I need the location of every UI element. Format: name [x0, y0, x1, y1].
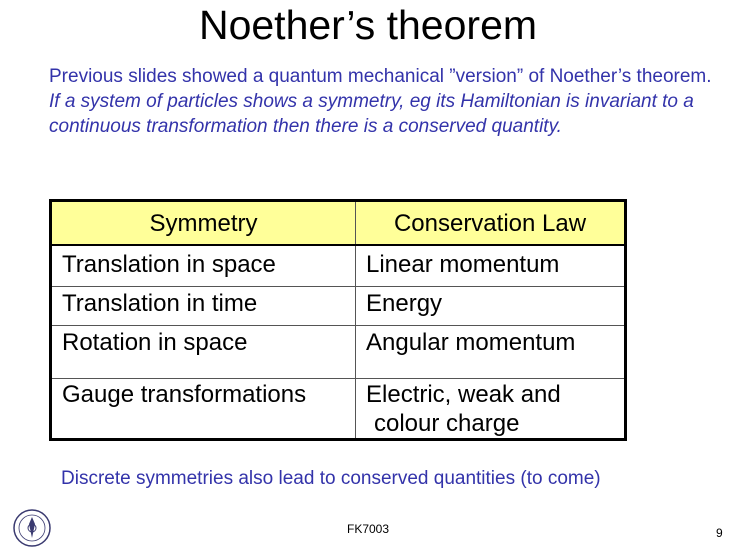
law-cell	[356, 379, 626, 440]
intro-line-2: If a system of particles shows a symmetry, eg its Hamiltonian is invariant to a continuous transformation then there is a conserved quantity.	[49, 91, 694, 137]
law-line-2: colour charge	[374, 410, 520, 437]
law-cell: Energy	[356, 287, 626, 326]
law-cell: Linear momentum	[356, 245, 626, 287]
law-cell: Angular momentum	[356, 326, 626, 379]
intro-line-1: Previous slides showed a quantum mechanical ”version” of Noether’s theorem.	[49, 66, 712, 87]
symmetry-table	[49, 199, 627, 441]
symmetry-cell: Rotation in space	[51, 326, 356, 379]
header-symmetry: Symmetry	[51, 201, 356, 246]
table-row	[51, 245, 626, 287]
symmetry-cell: Translation in space	[51, 245, 356, 287]
symmetry-cell: Translation in time	[51, 287, 356, 326]
footer-course-code: FK7003	[346, 522, 390, 536]
table-row	[51, 326, 626, 379]
table-row	[51, 379, 626, 440]
slide-title: Noether’s theorem	[198, 2, 538, 48]
page-number: 9	[716, 526, 723, 540]
law-line-1: Electric, weak and	[366, 381, 561, 408]
table-header-row	[51, 201, 626, 246]
intro-text	[49, 64, 729, 139]
symmetry-cell: Gauge transformations	[51, 379, 356, 440]
header-conservation-law: Conservation Law	[356, 201, 626, 246]
footnote: Discrete symmetries also lead to conserved quantities (to come)	[61, 468, 601, 489]
table-row	[51, 287, 626, 326]
